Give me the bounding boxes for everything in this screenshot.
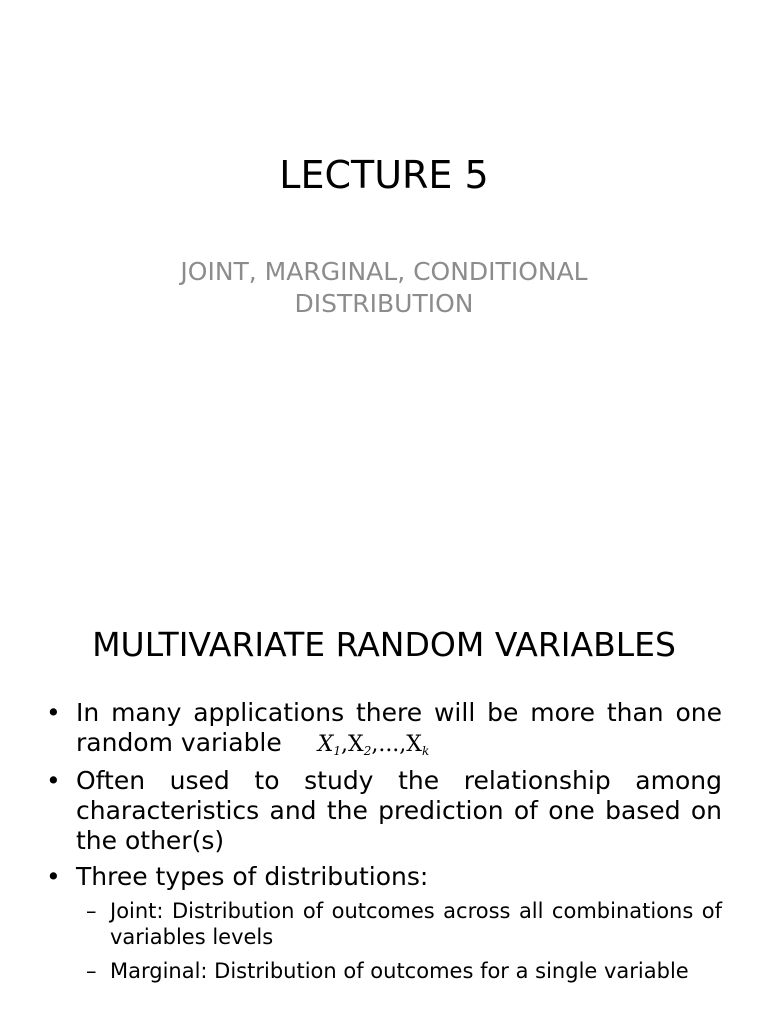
sub-bullet-list bbox=[76, 898, 722, 984]
sub-bullet-text: Joint: Distribution of outcomes across all combinations of variables levels bbox=[110, 899, 722, 949]
subtitle-line-2: DISTRIBUTION bbox=[294, 289, 474, 318]
bullet-icon: • bbox=[46, 766, 61, 795]
bullet-text: In many applications there will be more than one random variable bbox=[76, 698, 722, 757]
formula-xk-sub: k bbox=[421, 744, 430, 758]
bullet-item bbox=[46, 698, 722, 760]
lecture-title: LECTURE 5 bbox=[279, 153, 489, 197]
bullet-text: Three types of distributions: bbox=[76, 862, 429, 891]
bullet-icon: • bbox=[46, 862, 61, 891]
bullet-list bbox=[46, 698, 722, 992]
content-slide-title: MULTIVARIATE RANDOM VARIABLES bbox=[92, 625, 676, 664]
bullet-item bbox=[46, 862, 722, 984]
content-slide bbox=[0, 590, 768, 1024]
dash-icon: – bbox=[86, 899, 97, 923]
sub-bullet-text: Marginal: Distribution of outcomes for a single variable bbox=[110, 959, 689, 983]
formula-x1-base: X bbox=[317, 732, 334, 757]
formula-x2-sub: 2 bbox=[363, 744, 372, 758]
formula-separator: ,..., bbox=[371, 732, 407, 757]
subtitle-line-1: JOINT, MARGINAL, CONDITIONAL bbox=[180, 257, 588, 286]
lecture-subtitle bbox=[124, 256, 644, 320]
formula-xk-base: X bbox=[406, 732, 422, 757]
formula-x1-sub: 1 bbox=[333, 744, 342, 758]
dash-icon: – bbox=[86, 959, 97, 983]
random-variables-formula bbox=[318, 732, 430, 757]
sub-bullet-item-joint bbox=[76, 898, 722, 950]
sub-bullet-item-marginal bbox=[76, 958, 722, 984]
bullet-text: Often used to study the relationship among characteristics and the prediction of one based on the other(s) bbox=[76, 766, 722, 855]
formula-x2-base: ,X bbox=[341, 732, 364, 757]
bullet-icon: • bbox=[46, 698, 61, 727]
bullet-item bbox=[46, 766, 722, 856]
